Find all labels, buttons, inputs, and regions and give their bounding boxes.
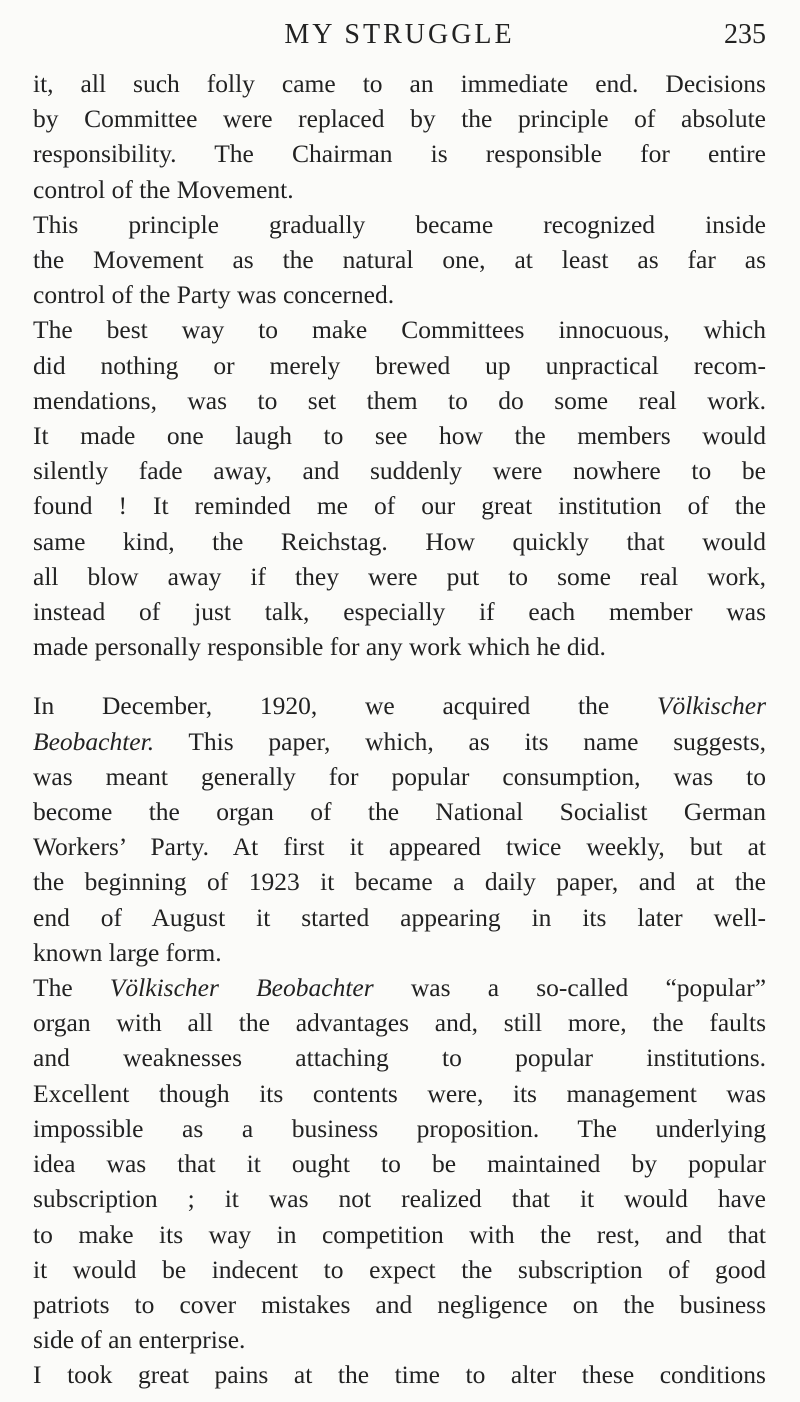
text-line: [33, 970, 766, 1005]
text-segment: was a so-called “popular”: [410, 973, 767, 1003]
page-number: 235: [724, 19, 766, 50]
body-text: [33, 66, 766, 1393]
running-title: MY STRUGGLE: [284, 19, 515, 50]
text-line: The best way to make Committees innocuous, which: [33, 315, 766, 345]
italic-newspaper-name: Beobachter.: [33, 726, 155, 756]
text-line: found ! It reminded me of our great institution of the: [33, 491, 766, 521]
text-line: Workers’ Party. At first it appeared twice weekly, but at: [33, 832, 766, 862]
text-line: all blow away if they were put to some real work,: [33, 561, 766, 591]
text-line: organ with all the advantages and, still more, the faults: [33, 1008, 766, 1038]
text-line: by Committee were replaced by the principle of absolute: [33, 104, 766, 134]
book-page: [33, 18, 766, 1393]
text-line: made personally responsible for any work which he did.: [33, 632, 606, 662]
text-line: end of August it started appearing in its later well-: [33, 902, 766, 932]
text-line: to make its way in competition with the rest, and that: [33, 1219, 766, 1249]
text-line: was meant generally for popular consumption, was to: [33, 761, 766, 791]
text-line: the beginning of 1923 it became a daily paper, and at the: [33, 867, 766, 897]
text-line: did nothing or merely brewed up unpractical recom-: [33, 350, 766, 380]
text-line: This principle gradually became recognized inside: [33, 209, 766, 239]
text-line: I took great pains at the time to alter these conditions: [33, 1360, 766, 1390]
text-line: it would be indecent to expect the subscription of good: [33, 1254, 766, 1284]
text-line: known large form.: [33, 937, 222, 967]
paragraph-gap: [33, 664, 766, 688]
text-line: subscription ; it was not realized that it would have: [33, 1184, 766, 1214]
text-line: the Movement as the natural one, at least as far as: [33, 245, 766, 275]
text-line: responsibility. The Chairman is responsible for entire: [33, 139, 766, 169]
text-line: control of the Movement.: [33, 174, 294, 204]
italic-newspaper-name: Völkischer Beobachter: [109, 973, 374, 1003]
text-segment: In December, 1920, we acquired the: [33, 691, 610, 721]
text-line: It made one laugh to see how the members would: [33, 421, 766, 451]
text-line: patriots to cover mistakes and negligence on the business: [33, 1289, 766, 1319]
text-line: impossible as a business proposition. The underlying: [33, 1113, 766, 1143]
text-line: instead of just talk, especially if each member was: [33, 597, 766, 627]
page-header: [33, 18, 766, 66]
text-line: control of the Party was concerned.: [33, 280, 395, 310]
text-line: [33, 688, 766, 723]
text-line: [33, 724, 766, 759]
text-segment: The: [33, 973, 73, 1003]
text-line: silently fade away, and suddenly were nowhere to be: [33, 456, 766, 486]
text-line: Excellent though its contents were, its management was: [33, 1078, 766, 1108]
text-line: side of an enterprise.: [33, 1325, 246, 1355]
italic-newspaper-name: Völkischer: [656, 691, 767, 721]
text-line: same kind, the Reichstag. How quickly that would: [33, 526, 766, 556]
text-line: it, all such folly came to an immediate end. Decisions: [33, 69, 766, 98]
text-line: become the organ of the National Socialist German: [33, 797, 766, 827]
text-line: mendations, was to set them to do some real work.: [33, 385, 766, 415]
text-line: idea was that it ought to be maintained by popular: [33, 1149, 766, 1179]
text-segment: This paper, which, as its name suggests,: [188, 726, 766, 756]
text-line: and weaknesses attaching to popular institutions.: [33, 1043, 766, 1073]
